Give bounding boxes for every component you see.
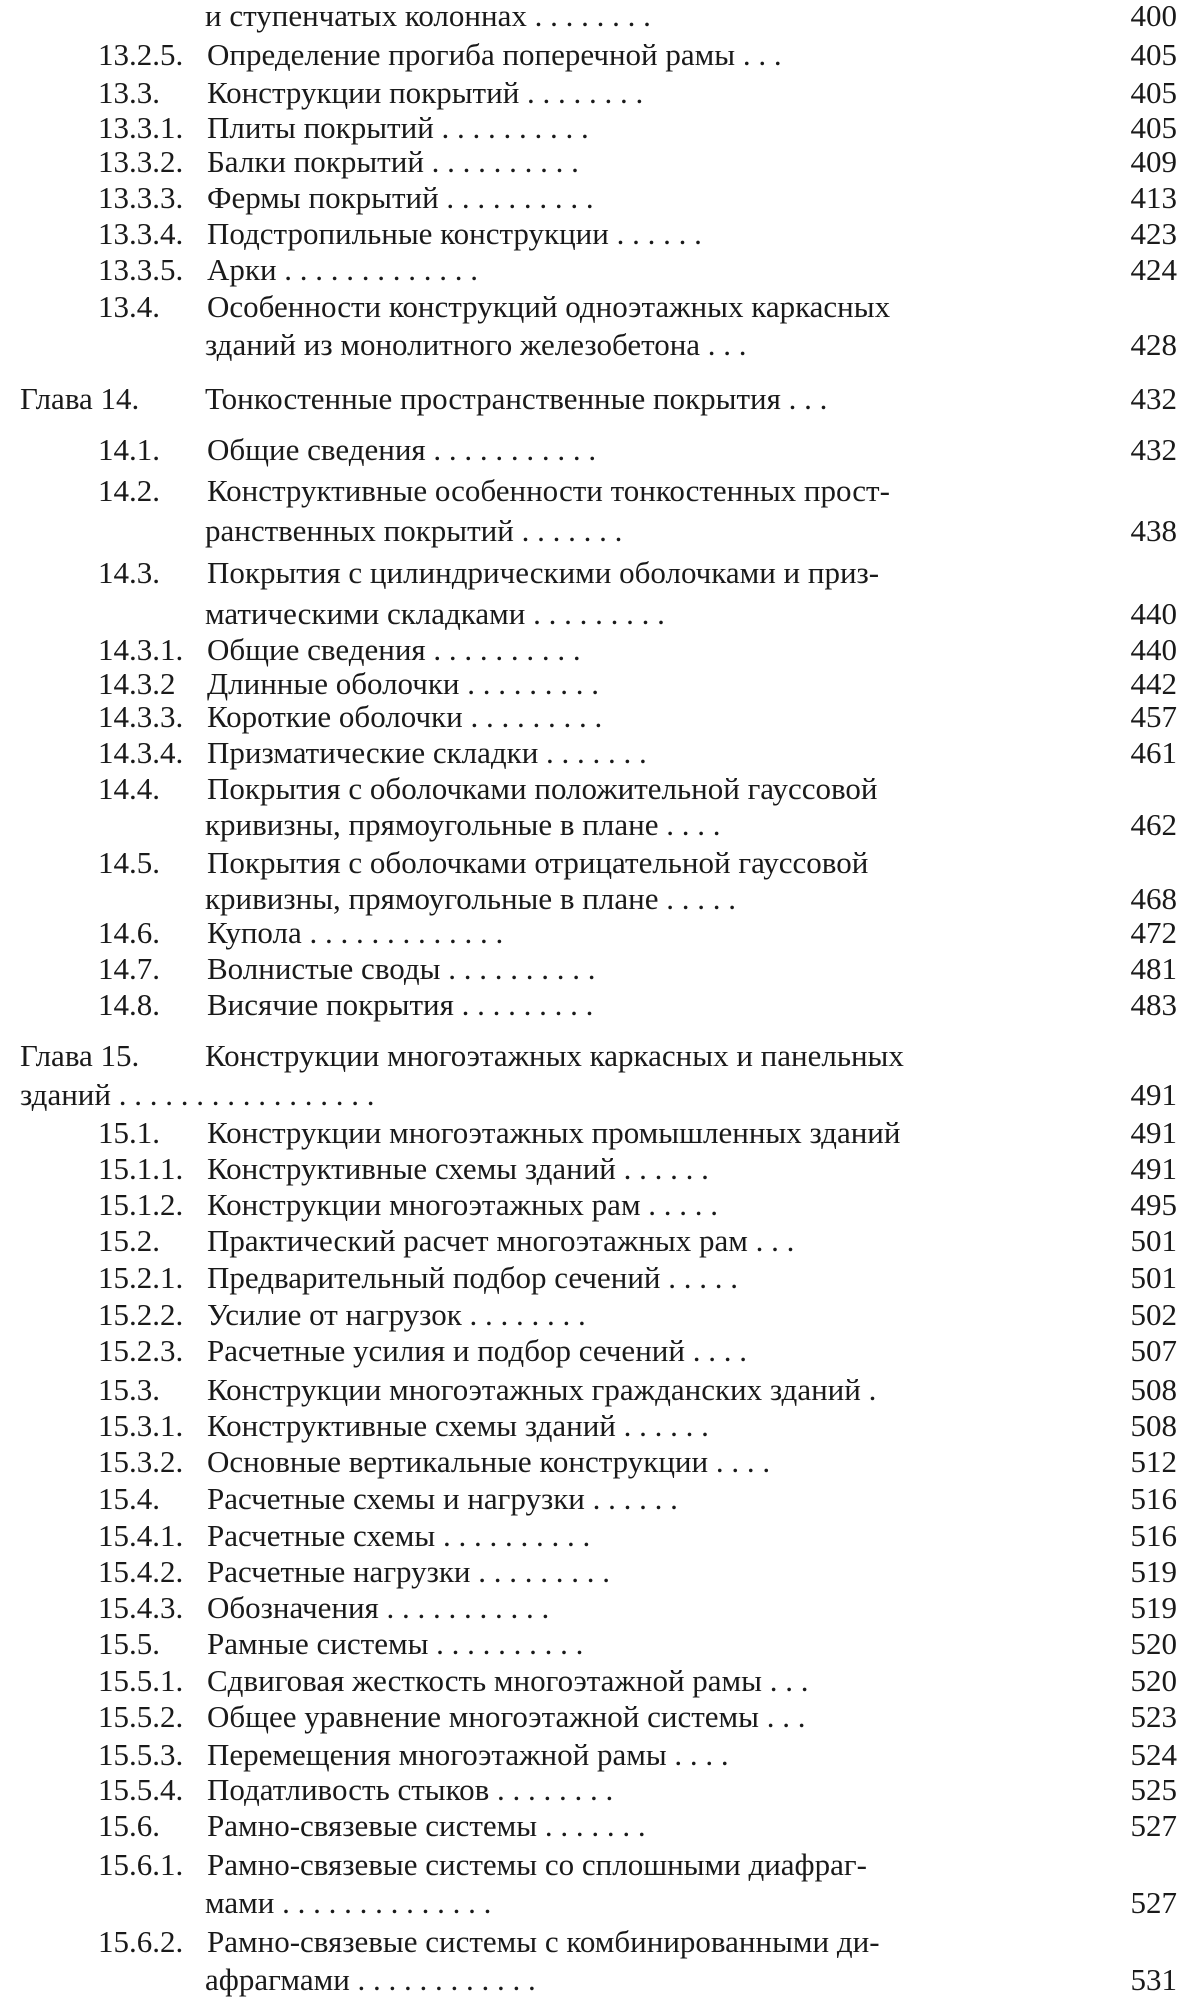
entry-number: 15.2.1. xyxy=(98,1260,184,1295)
toc-entry xyxy=(0,1697,1195,1737)
toc-entry xyxy=(0,1221,1195,1261)
entry-title: афрагмами . . . . . . . . . . . . xyxy=(205,1962,536,1997)
entry-title: Плиты покрытий . . . . . . . . . . xyxy=(207,110,589,145)
entry-title: кривизны, прямоугольные в плане . . . . . xyxy=(205,881,736,916)
entry-title: Обозначения . . . . . . . . . . . xyxy=(207,1590,550,1625)
entry-number: 15.4. xyxy=(98,1481,160,1516)
entry-title: Определение прогиба поперечной рамы . . . xyxy=(207,37,782,72)
toc-entry xyxy=(0,35,1195,75)
entry-number: 15.3.2. xyxy=(98,1444,184,1479)
toc-entry xyxy=(0,178,1195,218)
page-number: 432 xyxy=(1130,432,1177,467)
entry-number: 14.7. xyxy=(98,951,160,986)
entry-title: Сдвиговая жесткость многоэтажной рамы . . . xyxy=(207,1663,809,1698)
toc-entry xyxy=(0,379,1195,419)
toc-entry xyxy=(0,949,1195,989)
entry-number: 15.3. xyxy=(98,1372,160,1407)
entry-number: 15.2.2. xyxy=(98,1297,184,1332)
entry-title: Рамные системы . . . . . . . . . . xyxy=(207,1626,584,1661)
toc-entry xyxy=(0,1149,1195,1189)
entry-number: 15.5. xyxy=(98,1626,160,1661)
page-number: 501 xyxy=(1130,1223,1177,1258)
page-number: 516 xyxy=(1130,1481,1177,1516)
page-number: 457 xyxy=(1130,699,1177,734)
toc-entry xyxy=(0,1406,1195,1446)
toc-entry xyxy=(0,1922,1195,1962)
page-number: 405 xyxy=(1130,75,1177,110)
page-number: 525 xyxy=(1130,1772,1177,1807)
page-number: 516 xyxy=(1130,1518,1177,1553)
entry-title: Подстропильные конструкции . . . . . . xyxy=(207,216,702,251)
toc-entry xyxy=(0,511,1195,551)
entry-title: Особенности конструкций одноэтажных каркасных xyxy=(207,289,891,324)
entry-number: 15.5.4. xyxy=(98,1772,184,1807)
entry-number: 14.4. xyxy=(98,771,160,806)
toc-entry xyxy=(0,1075,1195,1115)
toc-entry xyxy=(0,1036,1195,1076)
entry-number: 15.1.2. xyxy=(98,1187,184,1222)
entry-title: кривизны, прямоугольные в плане . . . . xyxy=(205,807,721,842)
page-number: 440 xyxy=(1130,596,1177,631)
entry-number: 14.1. xyxy=(98,432,160,467)
entry-title: Расчетные нагрузки . . . . . . . . . xyxy=(207,1554,611,1589)
entry-title: ранственных покрытий . . . . . . . xyxy=(205,513,623,548)
entry-title: Конструктивные схемы зданий . . . . . . xyxy=(207,1151,709,1186)
page-number: 483 xyxy=(1130,987,1177,1022)
toc-entry xyxy=(0,697,1195,737)
entry-number: 14.8. xyxy=(98,987,160,1022)
page-number: 512 xyxy=(1130,1444,1177,1479)
toc-entry xyxy=(0,913,1195,953)
toc-entry xyxy=(0,1370,1195,1410)
page-number: 531 xyxy=(1130,1962,1177,1997)
entry-number: 15.4.3. xyxy=(98,1590,184,1625)
entry-title: Расчетные схемы . . . . . . . . . . xyxy=(207,1518,591,1553)
entry-number: 15.5.1. xyxy=(98,1663,184,1698)
entry-title: Рамно-связевые системы . . . . . . . xyxy=(207,1808,646,1843)
entry-title: зданий из монолитного железобетона . . . xyxy=(205,327,747,362)
page-number: 508 xyxy=(1130,1372,1177,1407)
entry-number: 13.3. xyxy=(98,75,160,110)
page-number: 481 xyxy=(1130,951,1177,986)
toc-entry xyxy=(0,142,1195,182)
page-number: 523 xyxy=(1130,1699,1177,1734)
page-number: 468 xyxy=(1130,881,1177,916)
entry-title: Волнистые своды . . . . . . . . . . xyxy=(207,951,596,986)
page-number: 438 xyxy=(1130,513,1177,548)
entry-title: Конструкции многоэтажных рам . . . . . xyxy=(207,1187,719,1222)
entry-number: 15.5.3. xyxy=(98,1737,184,1772)
entry-title: мами . . . . . . . . . . . . . . xyxy=(205,1885,492,1920)
toc-entry xyxy=(0,733,1195,773)
page-number: 428 xyxy=(1130,327,1177,362)
entry-number: 15.4.1. xyxy=(98,1518,184,1553)
toc-entry xyxy=(0,1661,1195,1701)
entry-number: 13.3.2. xyxy=(98,144,184,179)
page-number: 527 xyxy=(1130,1885,1177,1920)
toc-entry xyxy=(0,805,1195,845)
page-number: 461 xyxy=(1130,735,1177,770)
entry-number: 14.6. xyxy=(98,915,160,950)
entry-number: 13.4. xyxy=(98,289,160,324)
toc-entry xyxy=(0,1185,1195,1225)
page-number: 508 xyxy=(1130,1408,1177,1443)
entry-title: Арки . . . . . . . . . . . . . xyxy=(207,252,479,287)
page-number: 491 xyxy=(1130,1151,1177,1186)
entry-title: Конструктивные особенности тонкостенных прост- xyxy=(207,473,890,508)
page-number: 519 xyxy=(1130,1554,1177,1589)
entry-number: 15.6. xyxy=(98,1808,160,1843)
toc-entry xyxy=(0,1735,1195,1775)
page-number: 524 xyxy=(1130,1737,1177,1772)
entry-title: Рамно-связевые системы со сплошными диафраг- xyxy=(207,1847,867,1882)
entry-title: Тонкостенные пространственные покрытия . . . xyxy=(205,381,828,416)
page-number: 472 xyxy=(1130,915,1177,950)
page-number: 413 xyxy=(1130,180,1177,215)
entry-number: 13.2.5. xyxy=(98,37,184,72)
entry-title: и ступенчатых колоннах . . . . . . . . xyxy=(205,0,651,33)
toc-entry xyxy=(0,325,1195,365)
entry-title: матическими складками . . . . . . . . . xyxy=(205,596,665,631)
toc-entry xyxy=(0,1845,1195,1885)
page-number: 405 xyxy=(1130,110,1177,145)
entry-title: Покрытия с оболочками положительной гауссовой xyxy=(207,771,878,806)
page-number: 507 xyxy=(1130,1333,1177,1368)
toc-entry xyxy=(0,1295,1195,1335)
page-number: 400 xyxy=(1130,0,1177,33)
toc-entry xyxy=(0,1331,1195,1371)
entry-title: Купола . . . . . . . . . . . . . xyxy=(207,915,504,950)
toc-entry xyxy=(0,1479,1195,1519)
entry-title: Балки покрытий . . . . . . . . . . xyxy=(207,144,579,179)
entry-number: 14.3.4. xyxy=(98,735,184,770)
page-number: 502 xyxy=(1130,1297,1177,1332)
entry-title: зданий . . . . . . . . . . . . . . . . . xyxy=(20,1077,375,1112)
page-number: 424 xyxy=(1130,252,1177,287)
entry-title: Общие сведения . . . . . . . . . . . xyxy=(207,432,597,467)
toc-entry xyxy=(0,1516,1195,1556)
entry-title: Расчетные усилия и подбор сечений . . . . xyxy=(207,1333,747,1368)
toc-entry xyxy=(0,0,1195,36)
page-number: 527 xyxy=(1130,1808,1177,1843)
page-number: 432 xyxy=(1130,381,1177,416)
entry-title: Предварительный подбор сечений . . . . . xyxy=(207,1260,738,1295)
entry-title: Основные вертикальные конструкции . . . . xyxy=(207,1444,771,1479)
toc-entry xyxy=(0,553,1195,593)
entry-title: Конструктивные схемы зданий . . . . . . xyxy=(207,1408,709,1443)
entry-number: 15.3.1. xyxy=(98,1408,184,1443)
entry-number: 13.3.3. xyxy=(98,180,184,215)
entry-number: 15.1.1. xyxy=(98,1151,184,1186)
toc-entry xyxy=(0,287,1195,327)
entry-number: 14.3. xyxy=(98,555,160,590)
entry-number: 15.4.2. xyxy=(98,1554,184,1589)
entry-title: Длинные оболочки . . . . . . . . . xyxy=(207,666,599,701)
entry-title: Фермы покрытий . . . . . . . . . . xyxy=(207,180,594,215)
toc-entry xyxy=(0,214,1195,254)
toc-entry xyxy=(0,471,1195,511)
toc-entry xyxy=(0,1588,1195,1628)
entry-number: 14.2. xyxy=(98,473,160,508)
entry-title: Конструкции многоэтажных гражданских зданий . xyxy=(207,1372,877,1407)
entry-number: Глава 14. xyxy=(20,381,140,416)
entry-number: 15.2. xyxy=(98,1223,160,1258)
page-number: 491 xyxy=(1130,1077,1177,1112)
toc-entry xyxy=(0,1770,1195,1810)
entry-title: Короткие оболочки . . . . . . . . . xyxy=(207,699,603,734)
page-number: 462 xyxy=(1130,807,1177,842)
entry-title: Общее уравнение многоэтажной системы . . . xyxy=(207,1699,806,1734)
entry-number: 15.6.2. xyxy=(98,1924,184,1959)
toc-entry xyxy=(0,73,1195,113)
entry-number: 14.5. xyxy=(98,845,160,880)
entry-number: 14.3.1. xyxy=(98,632,184,667)
toc-entry xyxy=(0,1258,1195,1298)
entry-number: 13.3.5. xyxy=(98,252,184,287)
toc-entry xyxy=(0,843,1195,883)
toc-entry xyxy=(0,594,1195,634)
entry-title: Перемещения многоэтажной рамы . . . . xyxy=(207,1737,729,1772)
entry-title: Расчетные схемы и нагрузки . . . . . . xyxy=(207,1481,678,1516)
page-number: 442 xyxy=(1130,666,1177,701)
toc-entry xyxy=(0,250,1195,290)
page-number: 520 xyxy=(1130,1663,1177,1698)
entry-title: Рамно-связевые системы с комбинированными ди- xyxy=(207,1924,880,1959)
entry-title: Практический расчет многоэтажных рам . . . xyxy=(207,1223,795,1258)
entry-number: 15.1. xyxy=(98,1115,160,1150)
entry-title: Висячие покрытия . . . . . . . . . xyxy=(207,987,594,1022)
page-number: 423 xyxy=(1130,216,1177,251)
toc-entry xyxy=(0,1113,1195,1153)
entry-title: Общие сведения . . . . . . . . . . xyxy=(207,632,581,667)
page-number: 519 xyxy=(1130,1590,1177,1625)
toc-entry xyxy=(0,430,1195,470)
entry-number: 14.3.2 xyxy=(98,666,176,701)
page-number: 491 xyxy=(1130,1115,1177,1150)
entry-number: 13.3.4. xyxy=(98,216,184,251)
page-number: 501 xyxy=(1130,1260,1177,1295)
entry-title: Покрытия с оболочками отрицательной гауссовой xyxy=(207,845,869,880)
toc-entry xyxy=(0,1883,1195,1923)
entry-number: 13.3.1. xyxy=(98,110,184,145)
entry-title: Конструкции многоэтажных каркасных и панельных xyxy=(205,1038,904,1073)
entry-number: 15.5.2. xyxy=(98,1699,184,1734)
toc-entry xyxy=(0,1442,1195,1482)
toc-entry xyxy=(0,769,1195,809)
page-number: 405 xyxy=(1130,37,1177,72)
page-number: 495 xyxy=(1130,1187,1177,1222)
entry-number: 15.2.3. xyxy=(98,1333,184,1368)
page-number: 409 xyxy=(1130,144,1177,179)
toc-entry xyxy=(0,985,1195,1025)
entry-number: 14.3.3. xyxy=(98,699,184,734)
entry-title: Покрытия с цилиндрическими оболочками и приз- xyxy=(207,555,880,590)
page-number: 520 xyxy=(1130,1626,1177,1661)
entry-title: Призматические складки . . . . . . . xyxy=(207,735,647,770)
toc-entry xyxy=(0,1552,1195,1592)
entry-number: 15.6.1. xyxy=(98,1847,184,1882)
entry-title: Конструкции покрытий . . . . . . . . xyxy=(207,75,644,110)
toc-entry xyxy=(0,1960,1195,2000)
entry-title: Конструкции многоэтажных промышленных зданий xyxy=(207,1115,901,1150)
entry-number: Глава 15. xyxy=(20,1038,140,1073)
toc-entry xyxy=(0,1806,1195,1846)
entry-title: Усилие от нагрузок . . . . . . . . xyxy=(207,1297,586,1332)
entry-title: Податливость стыков . . . . . . . . xyxy=(207,1772,614,1807)
page-number: 440 xyxy=(1130,632,1177,667)
toc-entry xyxy=(0,1624,1195,1664)
